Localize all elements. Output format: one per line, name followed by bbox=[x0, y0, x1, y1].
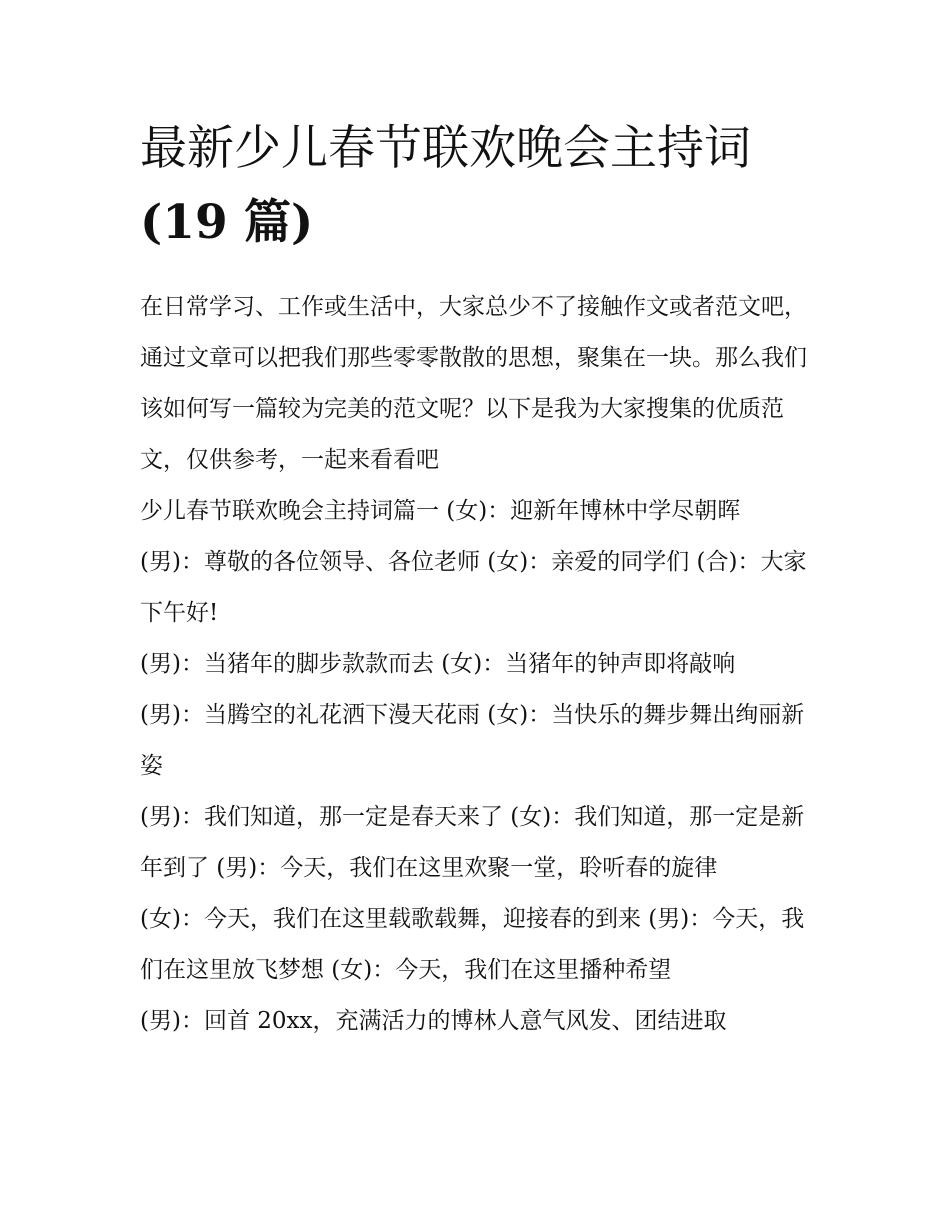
title-line-1: 最新少儿春节联欢晚会主持词 bbox=[140, 121, 751, 176]
paragraph: (女)：今天，我们在这里载歌载舞，迎接春的到来 (男)：今天，我们在这里放飞梦想 (女)：今天，我们在这里播种希望 bbox=[140, 906, 805, 983]
paragraph-intro: 在日常学习、工作或生活中，大家总少不了接触作文或者范文吧，通过文章可以把我们那些零零散散的思想，聚集在一块。那么我们该如何写一篇较为完美的范文呢？以下是我为大家搜集的优质范文，仅供参考，一起来看看吧 bbox=[140, 294, 807, 473]
paragraph: (男)：我们知道，那一定是春天来了 (女)：我们知道，那一定是新年到了 (男)：今天，我们在这里欢聚一堂，聆听春的旋律 bbox=[140, 804, 805, 881]
document-body bbox=[140, 282, 820, 1047]
document-page bbox=[140, 112, 820, 1047]
paragraph: (男)：尊敬的各位领导、各位老师 (女)：亲爱的同学们 (合)：大家下午好! bbox=[140, 549, 807, 626]
paragraph: (男)：当猪年的脚步款款而去 (女)：当猪年的钟声即将敲响 bbox=[140, 651, 736, 677]
title-line-2: (19 篇) bbox=[140, 195, 314, 250]
paragraph: (男)：当腾空的礼花洒下漫天花雨 (女)：当快乐的舞步舞出绚丽新姿 bbox=[140, 702, 805, 779]
paragraph: (男)：回首 20xx，充满活力的博林人意气风发、团结进取 bbox=[140, 1008, 727, 1034]
document-title bbox=[140, 112, 820, 260]
paragraph: 少儿春节联欢晚会主持词篇一 (女)：迎新年博林中学尽朝晖 bbox=[140, 498, 741, 524]
